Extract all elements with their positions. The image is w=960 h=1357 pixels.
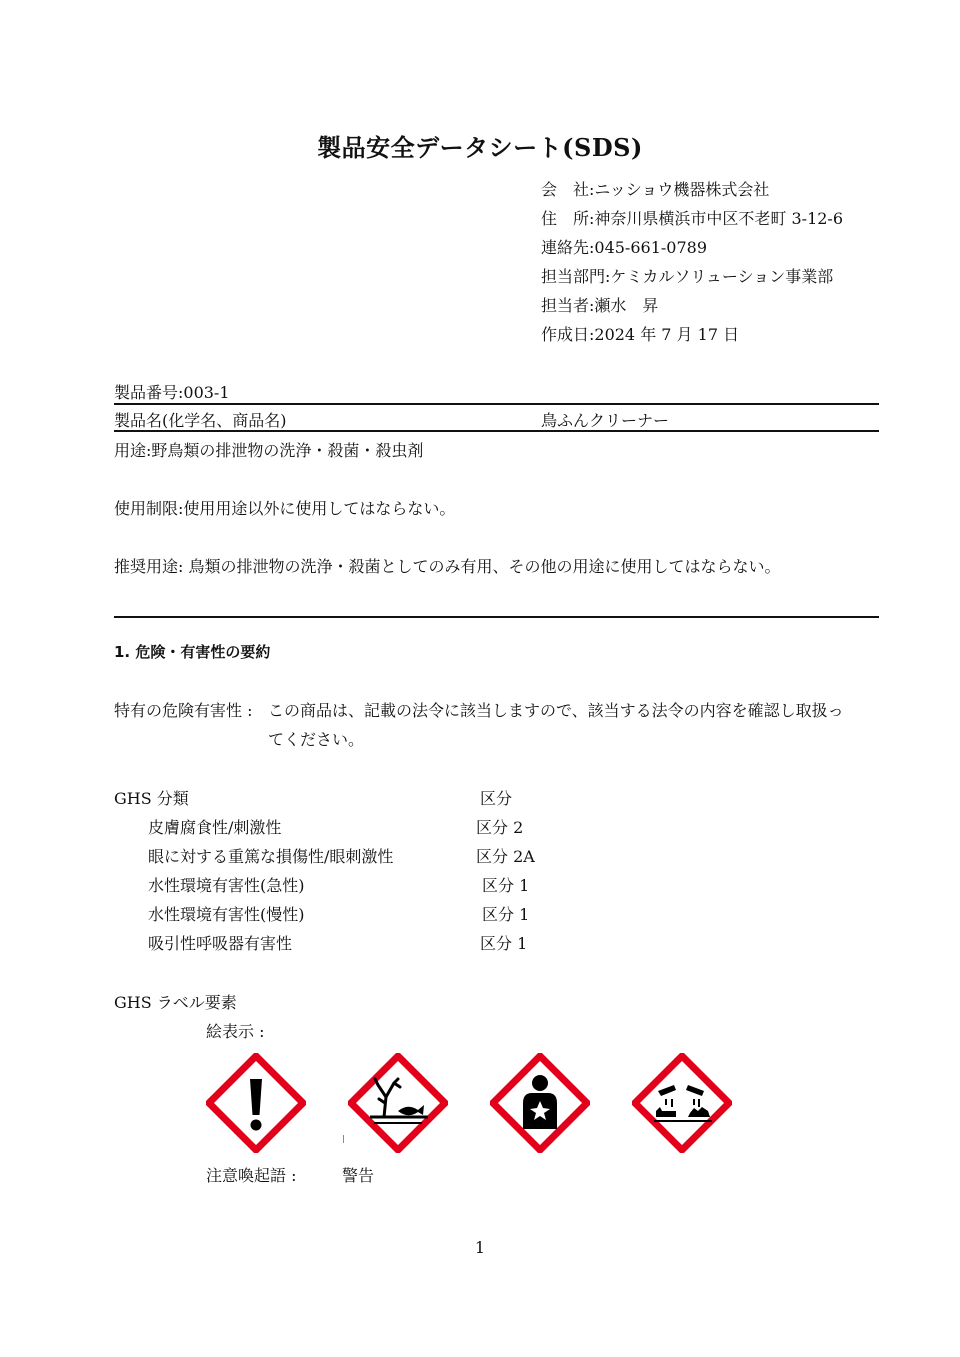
product-name-label: 製品名(化学名、商品名) [114, 411, 287, 430]
section-1-heading: 1. 危険・有害性の要約 [114, 643, 271, 661]
company-name: 会 社:ニッショウ機器株式会社 [541, 180, 770, 199]
company-address: 住 所:神奈川県横浜市中区不老町 3-12-6 [541, 209, 844, 228]
product-name-value: 鳥ふんクリーナー [541, 411, 670, 430]
hazard-description-line-1: この商品は、記載の法令に該当しますので、該当する法令の内容を確認し取扱っ [268, 701, 844, 720]
company-department: 担当部門:ケミカルソリューション事業部 [541, 267, 834, 286]
ghs-classification-label: GHS 分類 [114, 789, 189, 808]
signal-word: 警告 [342, 1166, 375, 1185]
pictogram-label: 絵表示 : [206, 1022, 265, 1041]
ghs-class-name: 皮膚腐食性/刺激性 [148, 818, 282, 837]
exclamation-mark-icon [206, 1053, 306, 1153]
page-number: 1 [474, 1238, 486, 1257]
ghs-class-category: 区分 2 [476, 818, 524, 837]
divider [114, 403, 879, 405]
company-phone: 連絡先:045-661-0789 [541, 238, 708, 257]
ghs-class-category: 区分 1 [482, 876, 530, 895]
usage-text: 用途:野鳥類の排泄物の洗浄・殺菌・殺虫剤 [114, 441, 424, 460]
ghs-class-name: 吸引性呼吸器有害性 [148, 934, 293, 953]
stray-mark [343, 1135, 344, 1143]
ghs-class-category: 区分 2A [476, 847, 535, 866]
hazard-label: 特有の危険有害性 : [114, 701, 253, 720]
health-hazard-icon [490, 1053, 590, 1153]
ghs-label-heading: GHS ラベル要素 [114, 993, 237, 1012]
environment-icon [348, 1053, 448, 1153]
ghs-class-name: 水性環境有害性(急性) [148, 876, 305, 895]
creation-date: 作成日:2024 年 7 月 17 日 [541, 325, 740, 344]
hazard-description-line-2: てください。 [268, 730, 365, 749]
ghs-class-name: 水性環境有害性(慢性) [148, 905, 305, 924]
document-title: 製品安全データシート(SDS) [317, 133, 643, 162]
corrosion-icon [632, 1053, 732, 1153]
ghs-category-header: 区分 [480, 789, 513, 808]
ghs-class-name: 眼に対する重篤な損傷性/眼刺激性 [148, 847, 394, 866]
restriction-text: 使用制限:使用用途以外に使用してはならない。 [114, 499, 456, 518]
ghs-class-category: 区分 1 [480, 934, 528, 953]
divider [114, 616, 879, 618]
company-contact-person: 担当者:瀬水 昇 [541, 296, 659, 315]
ghs-class-category: 区分 1 [482, 905, 530, 924]
product-number: 製品番号:003-1 [114, 383, 230, 402]
signal-word-label: 注意喚起語 : [206, 1166, 297, 1185]
divider [114, 430, 879, 432]
recommended-use-text: 推奨用途: 鳥類の排泄物の洗浄・殺菌としてのみ有用、その他の用途に使用してはならない。 [114, 557, 781, 576]
